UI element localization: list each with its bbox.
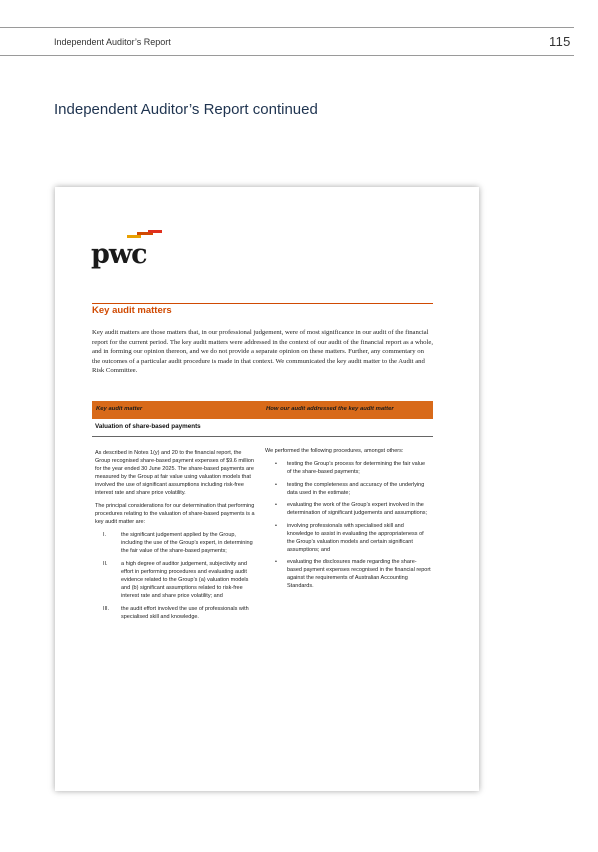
matter-title: Valuation of share-based payments [95,423,201,430]
embedded-report-page [55,187,479,791]
list-item-text: the significant judgement applied by the Group, including the use of the Group’s expert, in determining the fair value of the share-based payments; [121,532,253,554]
list-item-text: evaluating the work of the Group’s expert involved in the determination of significant judgements and assumptions; [287,502,428,516]
list-item [265,501,431,517]
matter-rule [92,436,433,437]
list-item-text: evaluating the disclosures made regarding the share-based payment expenses recognised in the financial report against the requirements of Australian Accounting Standards. [287,559,431,589]
logo-bar-red [148,230,162,233]
table-col1-header: Key audit matter [96,406,143,412]
bullet-icon: • [275,502,277,508]
header-bottom-rule [0,55,574,56]
list-item [95,531,257,555]
left-para-2: The principal considerations for our determination that performing procedures relating to the valuation of share-based payments is a key audit matter are: [95,503,255,525]
list-item [265,522,431,554]
table-col2-header: How our audit addressed the key audit matter [266,406,394,412]
list-item-text: the audit effort involved the use of professionals with specialised skill and knowledge. [121,606,249,620]
list-item-text: testing the Group’s process for determining the fair value of the share-based payments; [287,461,426,475]
kam-intro-paragraph: Key audit matters are those matters that, in our professional judgement, were of most significance in our audit of the financial report for the current period. The key audit matters were addressed in the context of our audit of the financial report as a whole, and in forming our opinion thereon, and we do not provide a separate opinion on these matters. Further, any commentary on the outcomes of a particular audit procedure is made in that context. We communicated the key audit matter to the Audit and Risk Committee. [92,329,433,375]
logo-bar-yellow [127,235,141,238]
bullet-icon: • [275,461,277,467]
list-item-text: involving professionals with specialised skill and knowledge to assist in evaluating the appropriateness of the Group’s valuation models and certain significant assumptions; and [287,522,424,553]
list-item [265,558,431,590]
pwc-logo [91,231,163,273]
logo-wordmark: pwc [91,239,147,270]
list-marker: II. [103,561,108,567]
bullet-icon: • [275,481,277,488]
page-number: 115 [549,34,571,49]
bullet-icon: • [275,559,277,565]
list-item-text: a high degree of auditor judgement, subjectivity and effort in performing procedures and evaluating audit evidence related to the Group’s (a) valuation models and (b) significant assumptions related to risk-free interest rate and share price volatility; and [121,561,249,599]
list-item [265,460,431,476]
header-top-rule [0,27,574,28]
list-item-text: testing the completeness and accuracy of the underlying data used in the estimate; [287,481,425,496]
left-column [95,449,257,626]
procedures-list [265,460,431,590]
list-item [95,605,257,621]
section-title: Independent Auditor’s Report continued [54,101,318,118]
right-intro: We performed the following procedures, amongst others: [265,448,404,454]
kam-heading: Key audit matters [92,305,172,316]
right-column [265,447,431,595]
list-marker: III. [103,606,110,612]
bullet-icon: • [275,522,277,529]
left-para-1: As described in Notes 1(y) and 20 to the financial report, the Group recognised share-based payment expenses of $9.6 million for the year ended 30 June 2025. The share-based payments are measured by the Group at fair value using valuation models that involved the use of significant assumptions including risk-free interest rate and share price volatility. [95,450,254,496]
running-title: Independent Auditor’s Report [54,37,171,47]
heading-rule [92,303,433,304]
table-header-row [92,401,433,419]
list-item [265,481,431,497]
considerations-list [95,531,257,621]
list-marker: I. [103,532,107,538]
list-item [95,560,257,600]
